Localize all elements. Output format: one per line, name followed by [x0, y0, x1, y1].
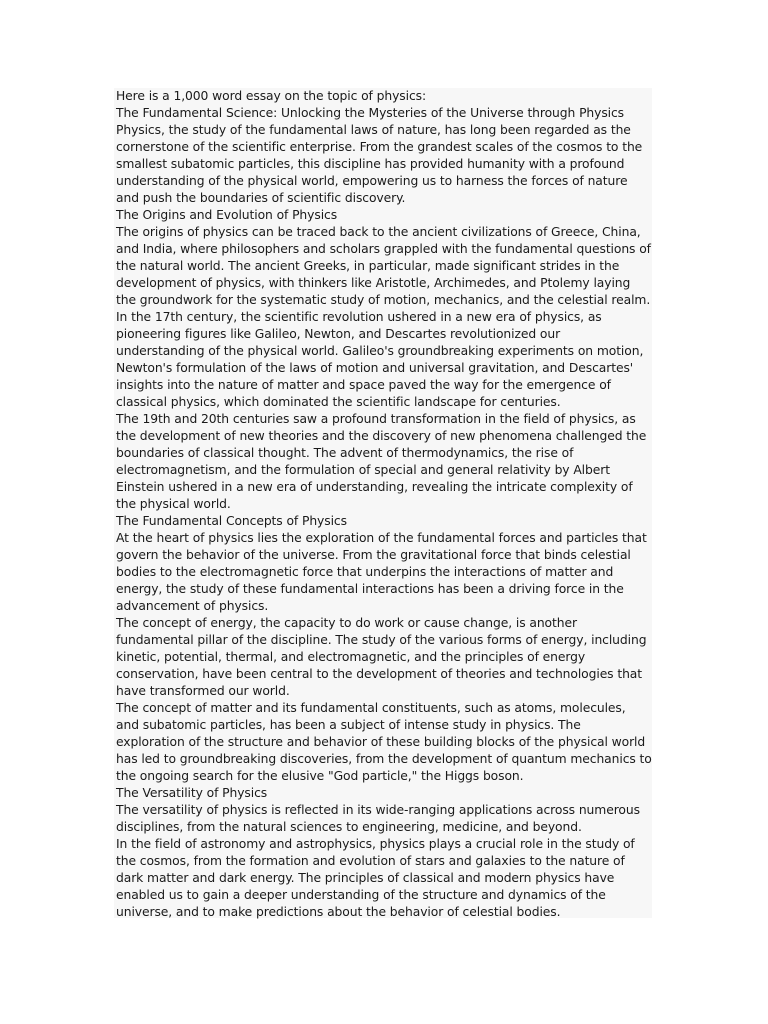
paragraph-concepts-energy: The concept of energy, the capacity to do work or cause change, is another fundamental pillar of the discipline. The study of the various forms of energy, including kinetic, potential, thermal, and electromagnetic, and the principles of energy conservation, have been central to the development of theories and technologies that have transformed our world.: [116, 616, 651, 698]
paragraph-concepts-forces: At the heart of physics lies the exploration of the fundamental forces and particles that govern the behavior of the universe. From the gravitational force that binds celestial bodies to the electromagnetic force that underpins the interactions of matter and energy, the study of these fundamental interactions has been a driving force in the advancement of physics.: [116, 531, 651, 613]
paragraph-versatility-intro: The versatility of physics is reflected in its wide-ranging applications across numerous disciplines, from the natural sciences to engineering, medicine, and beyond.: [116, 803, 644, 834]
paragraph-versatility-astronomy: In the field of astronomy and astrophysics, physics plays a crucial role in the study of the cosmos, from the formation and evolution of stars and galaxies to the nature of dark matter and dark energy. The principles of classical and modern physics have enabled us to gain a deeper understanding of the structure and dynamics of the universe, and to make predictions about the behavior of celestial bodies.: [116, 837, 639, 919]
section-heading-versatility: The Versatility of Physics: [116, 786, 268, 800]
paragraph-concepts-matter: The concept of matter and its fundamental constituents, such as atoms, molecules, and subatomic particles, has been a subject of intense study in physics. The exploration of the structure and behavior of these building blocks of the physical world has led to groundbreaking discoveries, from the development of quantum mechanics to the ongoing search for the elusive "God particle," the Higgs boson.: [116, 701, 656, 783]
paragraph-intro: Physics, the study of the fundamental laws of nature, has long been regarded as the cornerstone of the scientific enterprise. From the grandest scales of the cosmos to the smallest subatomic particles, this discipline has provided humanity with a profound understanding of the physical world, empowering us to harness the forces of nature and push the boundaries of scientific discovery.: [116, 123, 646, 205]
section-heading-origins: The Origins and Evolution of Physics: [116, 208, 338, 222]
paragraph-origins-ancient: The origins of physics can be traced back to the ancient civilizations of Greece, China, and India, where philosophers and scholars grappled with the fundamental questions of the natural world. The ancient Greeks, in particular, made significant strides in the development of physics, with thinkers like Aristotle, Archimedes, and Ptolemy laying the groundwork for the systematic study of motion, mechanics, and the celestial realm.: [116, 225, 655, 307]
essay-title: The Fundamental Science: Unlocking the Mysteries of the Universe through Physics: [116, 106, 625, 120]
intro-line: Here is a 1,000 word essay on the topic of physics:: [116, 89, 427, 103]
essay-text-block: [114, 88, 656, 919]
paragraph-origins-17th-century: In the 17th century, the scientific revolution ushered in a new era of physics, as pioneering figures like Galileo, Newton, and Descartes revolutionized our understanding of the physical world. Galileo's groundbreaking experiments on motion, Newton's formulation of the laws of motion and universal gravitation, and Descartes' insights into the nature of matter and space paved the way for the emergence of classical physics, which dominated the scientific landscape for centuries.: [116, 310, 648, 409]
paragraph-origins-19th-20th-century: The 19th and 20th centuries saw a profound transformation in the field of physics, as the development of new theories and the discovery of new phenomena challenged the boundaries of classical thought. The advent of thermodynamics, the rise of electromagnetism, and the formulation of special and general relativity by Albert Einstein ushered in a new era of understanding, revealing the intricate complexity of the physical world.: [116, 412, 651, 511]
section-heading-concepts: The Fundamental Concepts of Physics: [116, 514, 347, 528]
